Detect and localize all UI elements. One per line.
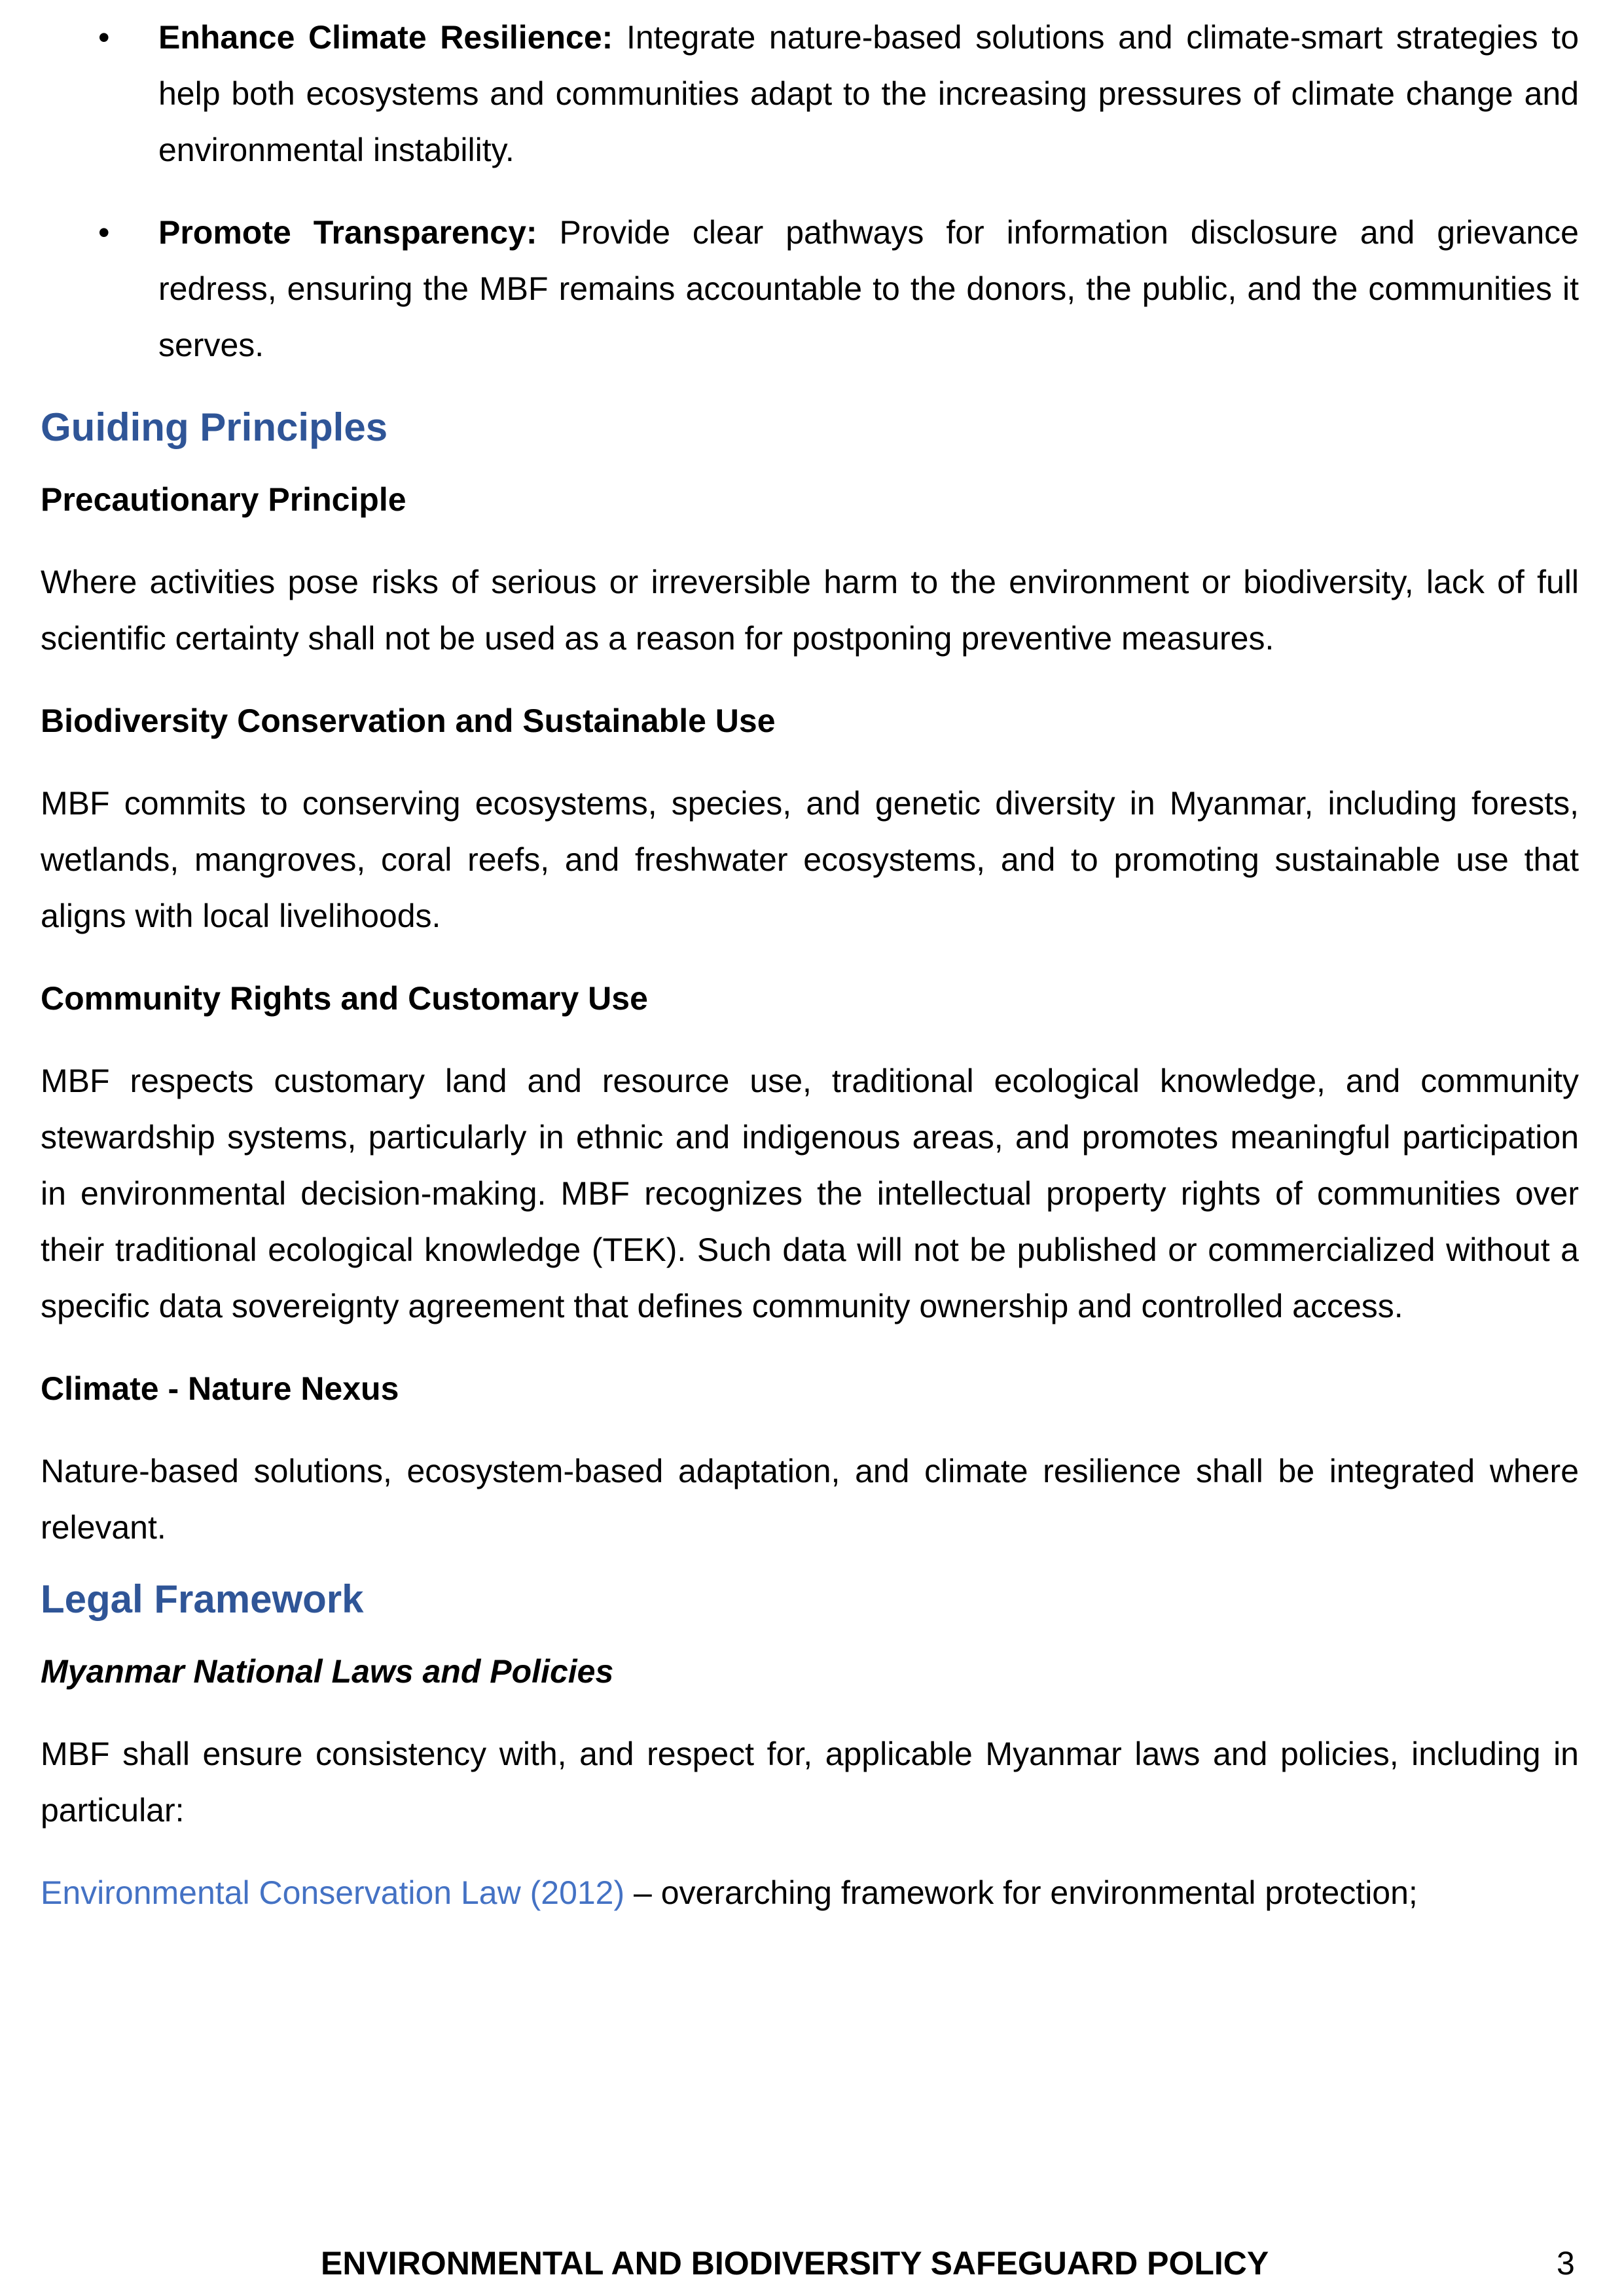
paragraph-climate-nature: Nature-based solutions, ecosystem-based adaptation, and climate resilience shall be integrated where relevant. (41, 1453, 1579, 1546)
subheading-national-laws: Myanmar National Laws and Policies (41, 1653, 614, 1690)
footer-title: ENVIRONMENTAL AND BIODIVERSITY SAFEGUARD POLICY (321, 2245, 1269, 2282)
page-footer (0, 2235, 1624, 2291)
objectives-list (41, 9, 1579, 373)
law-link[interactable]: Environmental Conservation Law (2012) (41, 1874, 625, 1911)
paragraph-community-rights: MBF respects customary land and resource use, traditional ecological knowledge, and community stewardship systems, particularly in ethnic and indigenous areas, and promotes meaningful participation in environmental decision-making. MBF recognizes the intellectual property rights of communities over their traditional ecological knowledge (TEK). Such data will not be published or commercialized without a specific data sovereignty agreement that defines community ownership and controlled access. (41, 1063, 1579, 1324)
subheading-climate-nature: Climate - Nature Nexus (41, 1370, 399, 1407)
paragraph-law-item (41, 1865, 1579, 1921)
bullet-title: Enhance Climate Resilience: (158, 19, 613, 56)
subheading-precautionary: Precautionary Principle (41, 481, 406, 518)
list-item (41, 204, 1579, 373)
bullet-body: Provide clear pathways for information disclosure and grievance redress, ensuring the MBF remains accountable to the donors, the public, and the communities it serves. (158, 214, 1579, 363)
bullet-icon: • (98, 19, 110, 56)
bullet-title: Promote Transparency: (158, 214, 537, 251)
law-description: – overarching framework for environmental protection; (624, 1874, 1418, 1911)
section-heading-legal-framework: Legal Framework (41, 1577, 364, 1621)
bullet-body: Integrate nature-based solutions and climate-smart strategies to help both ecosystems and communities adapt to the increasing pressures of climate change and environmental instability. (158, 19, 1579, 168)
bullet-icon: • (98, 214, 110, 251)
paragraph-legal-intro: MBF shall ensure consistency with, and respect for, applicable Myanmar laws and policies, including in particular: (41, 1736, 1579, 1829)
paragraph-biodiversity: MBF commits to conserving ecosystems, species, and genetic diversity in Myanmar, including forests, wetlands, mangroves, coral reefs, and freshwater ecosystems, and to promoting sustainable use that aligns with local livelihoods. (41, 785, 1579, 934)
page-number: 3 (1557, 2245, 1575, 2282)
section-heading-guiding-principles: Guiding Principles (41, 405, 388, 449)
page-content (41, 9, 1579, 1921)
subheading-biodiversity: Biodiversity Conservation and Sustainable Use (41, 702, 776, 739)
bullet-text (158, 9, 1579, 178)
bullet-text (158, 204, 1579, 373)
list-item (41, 9, 1579, 178)
subheading-community-rights: Community Rights and Customary Use (41, 980, 648, 1017)
paragraph-precautionary: Where activities pose risks of serious or irreversible harm to the environment or biodiversity, lack of full scientific certainty shall not be used as a reason for postponing preventive measures. (41, 564, 1579, 657)
